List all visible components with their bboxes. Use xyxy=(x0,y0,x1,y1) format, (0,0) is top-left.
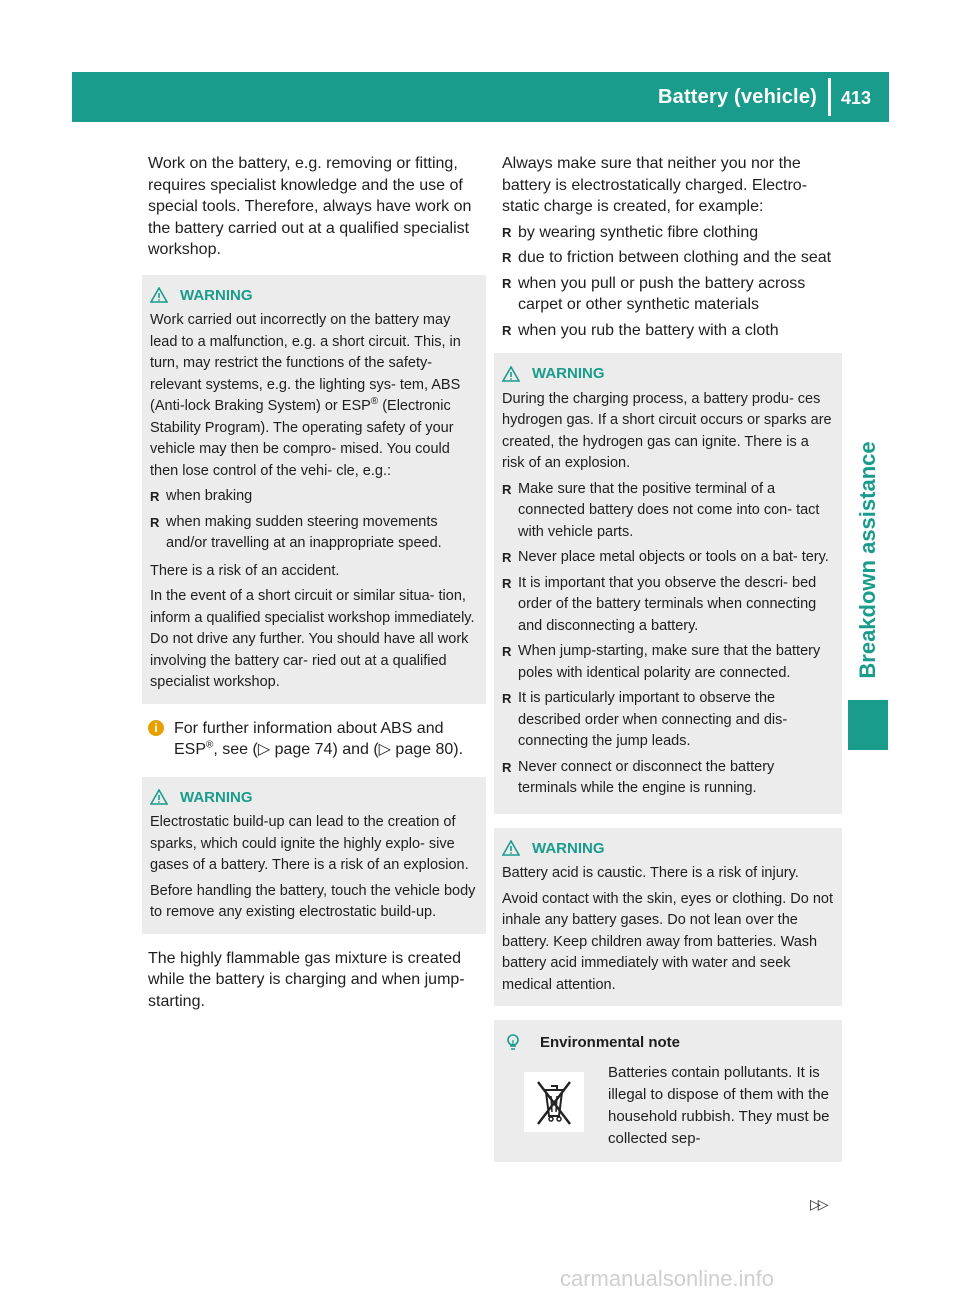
warning-text: During the charging process, a battery produ- ces hydrogen gas. If a short circuit occurs or sparks are created, the hydrogen gas can ignite. There is a risk of an explosion. xyxy=(502,390,832,471)
warning-label: WARNING xyxy=(180,286,253,304)
list-item-text: Never connect or disconnect the battery terminals while the engine is running. xyxy=(518,758,775,796)
list-item: R when you rub the battery with a cloth xyxy=(502,321,779,339)
list-item-text: It is important that you observe the descri- bed order of the battery terminals when connecting and disconnecting a battery. xyxy=(518,574,817,634)
list-item: R when you pull or push the battery across carpet or other synthetic materials xyxy=(502,274,806,313)
list-item-text: when braking xyxy=(166,488,253,504)
warning-triangle-icon xyxy=(150,287,168,303)
environmental-note-box xyxy=(494,1020,842,1162)
warning-bullet-list xyxy=(150,486,478,555)
environmental-note-heading xyxy=(502,1032,834,1054)
list-item-text: It is particularly important to observe the described order when connecting and dis- connecting the jump leads. xyxy=(518,690,788,749)
page-number: 413 xyxy=(840,88,871,108)
warning-text: Before handling the battery, touch the vehicle body to remove any existing electrostatic build-up. xyxy=(150,882,476,920)
warning-text xyxy=(150,310,478,482)
continue-arrows-icon: ▷▷ xyxy=(810,1196,826,1212)
list-item: R when making sudden steering movements and/or travelling at an inappropriate speed. xyxy=(150,513,442,551)
info-text-part: , see (▷ page 74) and (▷ page 80). xyxy=(213,741,464,758)
warning-text: There is a risk of an accident. xyxy=(150,562,340,579)
warning-text: Battery acid is caustic. There is a risk of injury. xyxy=(502,865,799,881)
warning-box xyxy=(142,777,486,934)
list-item: R Make sure that the positive terminal of a connected battery does not come into con- tact with vehicle parts. xyxy=(502,480,820,540)
list-item: R When jump-starting, make sure that the battery poles with identical polarity are connected. xyxy=(502,643,821,681)
list-item-text: Never place metal objects or tools on a bat- tery. xyxy=(518,549,829,565)
info-text-part: For further information about ABS and ESP xyxy=(174,719,444,758)
warning-label: WARNING xyxy=(180,788,253,806)
list-item-text: when you pull or push the battery across carpet or other synthetic materials xyxy=(518,274,806,313)
list-item: R when braking xyxy=(150,488,253,504)
environmental-note-text: Batteries contain pollutants. It is illegal to dispose of them with the household rubbish. They must be collected sep- xyxy=(608,1063,830,1147)
list-item-text: when making sudden steering movements and/or travelling at an inappropriate speed. xyxy=(166,513,442,551)
section-title: Battery (vehicle) xyxy=(657,86,817,108)
info-icon: i xyxy=(148,720,164,736)
header-divider xyxy=(828,78,831,116)
warning-heading xyxy=(502,363,834,385)
list-item: R It is important that you observe the descri- bed order of the battery terminals when connecting and disconnecting a battery. xyxy=(502,574,817,634)
warning-box xyxy=(142,275,486,704)
warning-text-part: Work carried out incorrectly on the battery may lead to a malfunction, e.g. a short circuit. This, in turn, may restrict the functions of the safety-relevant systems, e.g. the lighting sys- tem, ABS (Anti-lock Braking System) or ESP xyxy=(150,312,461,414)
warning-triangle-icon xyxy=(502,366,520,382)
right-column xyxy=(502,153,834,1162)
warning-heading xyxy=(150,787,478,809)
outro-paragraph: The highly flammable gas mixture is created while the battery is charging and when jump- starting. xyxy=(148,949,465,1010)
intro-paragraph: Work on the battery, e.g. removing or fitting, requires specialist knowledge and the use of special tools. Therefore, always have work on the battery carried out at a qualified specialist workshop. xyxy=(148,155,472,258)
warning-triangle-icon xyxy=(502,840,520,856)
environmental-note-body xyxy=(502,1062,834,1150)
left-column xyxy=(148,153,480,1020)
list-item: R due to friction between clothing and the seat xyxy=(502,249,832,266)
footer-watermark: carmanualsonline.info xyxy=(560,1266,775,1291)
warning-triangle-icon xyxy=(150,789,168,805)
list-item-text: When jump-starting, make sure that the battery poles with identical polarity are connected. xyxy=(518,643,821,681)
warning-text: In the event of a short circuit or similar situa- tion, inform a qualified specialist workshop immediately. Do not drive any further. You should have all work involving the battery car- ried out at a qualified specialist workshop. xyxy=(150,588,475,690)
info-note xyxy=(148,718,480,761)
list-item: R Never connect or disconnect the battery terminals while the engine is running. xyxy=(502,758,775,796)
bullet-list xyxy=(502,222,834,342)
list-item-text: by wearing synthetic fibre clothing xyxy=(518,223,759,241)
environmental-note-label: Environmental note xyxy=(540,1034,681,1051)
list-item-text: Make sure that the positive terminal of a connected battery does not come into con- tact with vehicle parts. xyxy=(518,480,820,540)
warning-text: Electrostatic build-up can lead to the creation of sparks, which could ignite the highly explo- sive gases of a battery. There is a risk of an explosion. xyxy=(150,814,469,873)
list-item-text: when you rub the battery with a cloth xyxy=(518,321,779,339)
warning-box xyxy=(494,828,842,1007)
warning-text: Avoid contact with the skin, eyes or clothing. Do not inhale any battery gases. Do not lean over the battery. Keep children away from batteries. Wash battery acid immediately with water and seek medical attention. xyxy=(502,890,833,993)
warning-heading xyxy=(150,285,478,307)
chapter-tab-label: Breakdown assistance xyxy=(855,441,880,679)
list-item: R by wearing synthetic fibre clothing xyxy=(502,223,759,241)
registered-mark: ® xyxy=(370,396,379,408)
info-text xyxy=(174,718,480,761)
list-item: R It is particularly important to observe the described order when connecting and dis- connecting the jump leads. xyxy=(502,690,788,749)
header-bar xyxy=(72,72,889,122)
warning-label: WARNING xyxy=(532,365,605,382)
lightbulb-icon xyxy=(506,1034,520,1052)
side-tab xyxy=(848,370,888,750)
warning-label: WARNING xyxy=(532,839,605,857)
crossed-out-bin-icon xyxy=(524,1072,584,1132)
warning-bullet-list xyxy=(502,479,834,800)
list-item: R Never place metal objects or tools on a bat- tery. xyxy=(502,549,829,565)
warning-heading xyxy=(502,838,834,860)
warning-box xyxy=(494,353,842,814)
warning-text-part: (Electronic Stability Program). The operating safety of your vehicle may then be compro- mised. You could then lose control of the vehi- cle, e.g.: xyxy=(150,398,454,479)
list-item-text: due to friction between clothing and the seat xyxy=(518,249,832,266)
registered-mark: ® xyxy=(206,739,214,751)
chapter-marker xyxy=(848,700,888,750)
intro-paragraph: Always make sure that neither you nor the battery is electrostatically charged. Electro- static charge is created, for example: xyxy=(502,155,808,215)
